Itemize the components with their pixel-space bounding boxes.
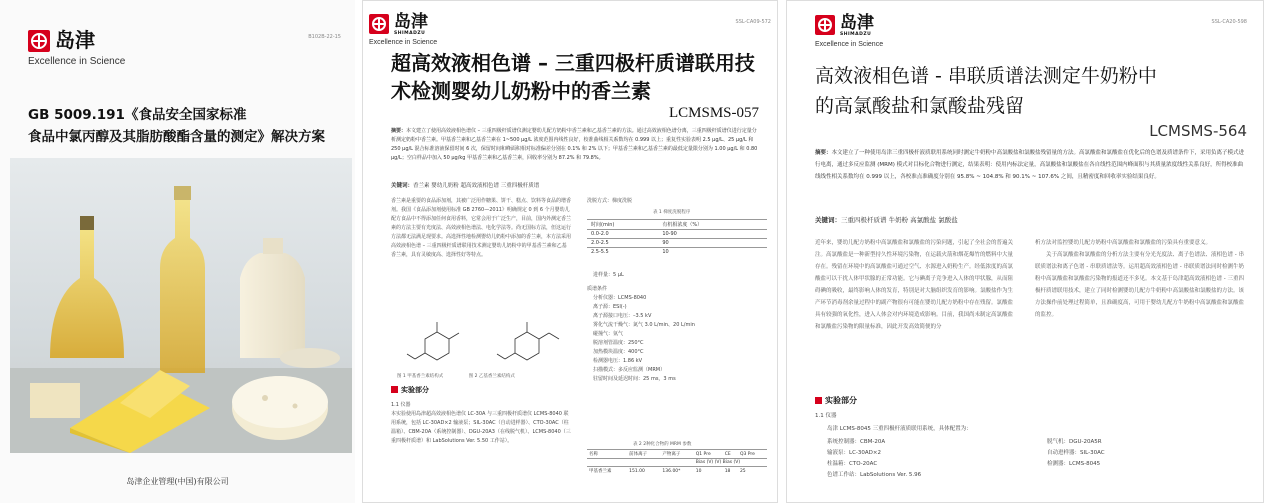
config-item [1047, 470, 1247, 478]
table-row [587, 248, 767, 257]
document-code: B102B-22-15 [308, 34, 341, 40]
instrument-config-grid [827, 437, 1247, 478]
document-perchlorate-app-note[interactable] [786, 0, 1264, 503]
config-item: 脱气机：DGU-20A5R [1047, 439, 1102, 445]
shimadzu-emblem-icon [815, 15, 835, 35]
intro-right-column [1035, 237, 1245, 321]
shimadzu-logo [28, 30, 95, 52]
table-cell: 25 [738, 467, 767, 476]
ms-condition-item: 雾化气流干燥气：氮气 3.0 L/min、20 L/min [593, 322, 695, 328]
table-cell: 2.0-2.5 [587, 239, 658, 248]
table-cell: 136.00* [660, 467, 693, 476]
figure-captions [397, 373, 573, 379]
document-title-line-2: 的高氯酸盐和氯酸盐残留 [815, 95, 1025, 117]
keywords [391, 181, 761, 189]
keywords-label: 关键词： [815, 216, 841, 224]
logo-chinese-name: 岛津 [394, 12, 428, 32]
config-item: 系统控制器：CBM-20A [827, 439, 886, 445]
table-cell: 10-90 [658, 230, 767, 239]
document-title-line-1: 超高效液相色谱 – 三重四极杆质谱联用技 [391, 51, 755, 75]
table-header-cell: 有机相浓度（%） [658, 220, 767, 230]
document-title [391, 49, 771, 105]
table-header-cell: Q1 Pre [694, 450, 723, 459]
ms-condition-item: 碰撞气：氩气 [593, 331, 624, 337]
figure-2-caption: 图 2 乙基香兰素结构式 [468, 374, 515, 379]
ms-condition-item: 驻留时间及延迟时间：25 ms，3 ms [593, 376, 676, 382]
table-2-caption: 表 2 2种化合物的 MRM 参数 [633, 442, 692, 447]
ms-condition-item: 离子源：ESI(-) [593, 304, 627, 310]
keywords-label: 关键词： [391, 183, 414, 189]
ms-condition-item: 加热模块温度：400°C [593, 349, 644, 355]
table-cell: 90 [658, 239, 767, 248]
publisher-footer: 岛津企业管理(中国)有限公司 [126, 477, 229, 486]
config-item: 检测器：LCMS-8045 [1047, 461, 1101, 467]
logo-chinese-name: 岛津 [55, 28, 95, 52]
instrument-text: 本实验使用岛津超高效液相色谱仪 LC-30A 与三重四极杆质谱仪 LCMS-8040 联用系统，包括 LC-30AD×2 输液泵；SIL-30AC（自动进样器）、CTO-30AC（柱温箱）、CBM-20A（系统控制器）、DGU-20A3（在线脱气机）、LCMS-8040（三重四极杆质谱）和 LabSolutions Ver. 5.50 工作站）。 [391, 411, 571, 444]
injection-volume: 进样量：5 μL [593, 272, 624, 278]
ms-conditions-heading: 质谱条件 [587, 286, 608, 292]
method-column [587, 197, 767, 206]
document-title-line-2: 术检测婴幼儿奶粉中的香兰素 [391, 79, 651, 103]
document-code: SSL-CA09-572 [735, 19, 771, 25]
table-cell: 0.0-2.0 [587, 230, 658, 239]
structure-figures [397, 318, 573, 370]
section-heading [815, 395, 857, 406]
table-row [587, 230, 767, 239]
abstract-text: 本文建立了使用高效液相色谱仪 – 三重四极杆质谱仪测定婴幼儿配方奶粉中香兰素和乙基香兰素的方法。通过高效液相色谱分离，三重四极杆质谱仪进行定量分析测定奶粉中香兰素。甲基香兰素和乙基香兰素在 1~500 μg/L 浓度范围内线性良好，校准曲线相关系数均在 0.999 以上；重复性实验表明 2.5 μg/L、25 μg/L 和 250 μg/L 混合标准溶液保留时间 6 次，保留时间和峰面积相对标准偏差分别在 0.1% 和 2% 以下；甲基香兰素和乙基香兰素的最低定量限分别为 1.00 μg/L 和 0.80 μg/L；空白样品中加入 50 μg/kg 甲基香兰素和乙基香兰素，回收率分别为 87.2% 和 79.8%。 [391, 128, 758, 161]
ms-condition-item: 离子源接口电压：–3.5 kV [593, 313, 652, 319]
config-item: 自动进样器：SIL-30AC [1047, 450, 1105, 456]
gradient-table [587, 219, 767, 256]
abstract-text: 本文建立了一种使用岛津三重四极杆液质联用系统同时测定牛奶粉中高氯酸盐和氯酸盐残留量的方法。高氯酸盐和氯酸盐在优化后的色谱及质谱条件下，采用负离子模式进行电离，通过多反应监测 (MRM) 模式对目标化合物进行测定，结果表明：使用内标法定量，高氯酸盐和氯酸盐在各自线性范围内峰面积与其质量浓度线性关系良好，所得校准曲线线性相关系数均在 0.999 以上，各校准点准确度分别在 95.8% ~ 104.8% 和 90.1% ~ 107.6% 之间，且精密度和回收率实验结果良好。 [815, 150, 1245, 180]
food-oils-photo [10, 158, 352, 453]
document-code: SSL-CA20-598 [1211, 19, 1247, 25]
table-header-cell: Q3 Pre [738, 450, 767, 459]
section-title: 实验部分 [401, 386, 429, 394]
intro-right-paragraph-1: 析方法对监控婴幼儿配方奶粉中高氯酸盐和氯酸盐的污染具有重要意义。 [1035, 240, 1212, 246]
ms-conditions [587, 285, 767, 384]
abstract [391, 127, 761, 163]
section-marker-icon [815, 397, 822, 404]
ms-condition-item: 脱溶剂管温度：250°C [593, 340, 644, 346]
application-number: LCMSMS-057 [668, 105, 759, 121]
abstract-label: 摘要： [391, 128, 407, 134]
keywords [815, 215, 958, 224]
table-header-cell: 产物离子 [660, 450, 693, 459]
elution-mode: 洗脱方式：梯度洗脱 [587, 198, 633, 204]
instrument-section [391, 401, 573, 446]
cover-title [28, 104, 338, 148]
mrm-table [587, 449, 767, 475]
cover-title-line-2: 食品中氯丙醇及其脂肪酸酯含量的测定》解决方案 [28, 129, 325, 145]
table-cell: 18 [723, 467, 738, 476]
ms-condition-item: 分析仪器：LCMS-8040 [593, 295, 647, 301]
table-1-caption: 表 1 梯度洗脱程序 [653, 210, 691, 215]
ms-condition-item: 检测器电压：1.86 kV [593, 358, 643, 364]
shimadzu-logo [815, 15, 874, 38]
config-item: 柱温箱：CTO-20AC [827, 461, 878, 467]
section-heading [391, 385, 429, 395]
shimadzu-logo [369, 14, 428, 37]
intro-column: 香兰素是重要的食品添加剂，其被广泛用作糖果、饼干、糕点、饮料等食品的增香剂。我国《食品添加剂使用标准 GB 2760—2011》明确规定 0 到 6 个月婴幼儿配方食品中不得添加任何食用香料，它常会用于广泛生产，目前，国内外测定香兰素的方法主要有光度法、高效液相色谱法、电化学法等。尚无国标方法，但这运行方法都无法满足现要求。高选择性地检测婴幼儿奶粉中添加的香兰素，本方法采用高效液相色谱 – 三重四极杆质谱联用技术测定婴幼儿奶粉中的甲基香兰素和乙基香兰素，具有灵敏度高、选择性好等特点。 [391, 198, 572, 258]
shimadzu-emblem-icon [369, 14, 389, 34]
document-cover-gb5009[interactable] [0, 0, 355, 503]
section-marker-icon [391, 386, 398, 393]
table-header-cell: CE [723, 450, 738, 459]
logo-english-name: SHIMADZU [394, 31, 426, 36]
config-intro: 岛津 LCMS-8045 三重四极杆液质联用系统，具体配置为： [827, 426, 972, 432]
document-vanillin-app-note[interactable] [362, 0, 778, 503]
figure-1-caption: 图 1 甲基香兰素结构式 [397, 374, 444, 379]
cover-title-line-1: GB 5009.191《食品安全国家标准 [28, 107, 247, 123]
abstract-label: 摘要： [815, 150, 832, 156]
table-cell: 甲基香兰素 [587, 467, 627, 476]
tagline: Excellence in Science [815, 41, 884, 48]
config-item: 色谱工作站：LabSolutions Ver. 5.96 [827, 472, 922, 478]
subsection-heading: 1.1 仪器 [815, 413, 837, 419]
table-cell: 10 [694, 467, 723, 476]
config-item: 输液泵：LC-30AD×2 [827, 450, 881, 456]
keywords-text: 三重四极杆质谱 牛奶粉 高氯酸盐 氯酸盐 [841, 216, 958, 224]
shimadzu-emblem-icon [28, 30, 50, 52]
document-title-line-1: 高效液相色谱 - 串联质谱法测定牛奶粉中 [815, 65, 1157, 87]
logo-english-name: SHIMADZU [840, 32, 872, 37]
intro-right-paragraph-2: 关于高氯酸盐和氯酸盐的分析方法主要有分光光度法、离子色谱法、液相色谱 - 串联质谱法和离子色谱 - 串联质谱法等。运用超高效液相色谱 - 串联质谱法同时检测牛奶粉中高氯酸盐和氯酸盐污染物的报道还不多见。本文基于岛津超高效液相色谱 - 三重四极杆质谱联用技术，建立了同时检测婴幼儿配方牛奶粉中高氯酸盐和氯酸盐的方法。该方法操作前处理过程简单，且准确度高，可用于婴幼儿配方牛奶粉中高氯酸盐和氯酸盐的监控。 [1035, 252, 1245, 318]
abstract [815, 147, 1245, 183]
subsection-heading: 1.1 仪器 [391, 402, 411, 408]
table-header-cell: 名称 [587, 450, 627, 459]
application-number: LCMSMS-564 [1149, 122, 1247, 140]
mrm-units: Bias (V) (V) Bias (V) [694, 459, 767, 467]
cover-photo-illustration [10, 158, 352, 453]
table-cell: 151.00 [627, 467, 660, 476]
logo-chinese-name: 岛津 [840, 13, 874, 33]
tagline: Excellence in Science [28, 56, 126, 67]
table-header-cell: 前体离子 [627, 450, 660, 459]
keywords-text: 香兰素 婴幼儿奶粉 超高效液相色谱 三重四极杆质谱 [413, 183, 540, 189]
document-title [815, 61, 1255, 121]
intro-left-column: 近年来，婴幼儿配方奶粉中高氯酸盐和氯酸盐的污染问题，引起了全社会的普遍关注。高氯酸盐是一种新型持久性环境污染物，在运载火箭和烟花爆竹的燃料中大量存在。残留在环境中的高氯酸盐可通过空气、水源进入奶粉生产。经低浓度的高氯酸盐可以干扰人体甲状腺的正常功能。它与碘离子竞争进入人体的甲状腺，从而阻碍碘的吸收，最终影响人体的发育，特别是对大脑组织发育的影响。氯酸盐作为生产环节消毒剂余量过程中的副产物很有可能在婴幼儿配方奶粉中存在残留。氯酸盐具有较强的氧化性，进入人体会对内环境造成影响。目前，我国尚未制定高氯酸盐和氯酸盐污染物的限量标准，因此开发高效简便的分 [815, 240, 1014, 330]
table-row [587, 239, 767, 248]
tagline: Excellence in Science [369, 39, 438, 46]
table-header-cell: 时间(min) [587, 220, 658, 230]
table-cell: 2.5-5.5 [587, 248, 658, 257]
ms-condition-item: 扫描模式：多反应监测（MRM） [593, 367, 666, 373]
section-title: 实验部分 [825, 396, 857, 405]
table-cell: 10 [658, 248, 767, 257]
